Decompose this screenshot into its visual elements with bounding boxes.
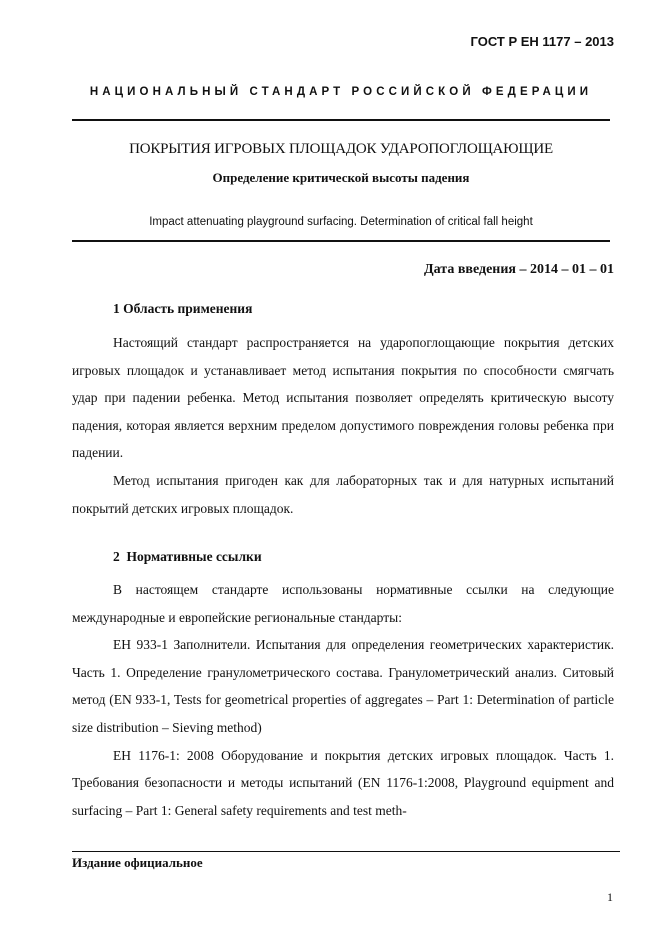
page-number: 1 xyxy=(607,890,613,904)
national-standard-banner: НАЦИОНАЛЬНЫЙ СТАНДАРТ РОССИЙСКОЙ ФЕДЕРАЦИИ xyxy=(89,86,593,98)
paragraph: В настоящем стандарте использованы нормативные ссылки на следующие международные и европейские региональные стандарты: xyxy=(72,582,614,625)
section-1-heading-wrap xyxy=(72,301,614,317)
paragraph: Метод испытания пригоден как для лабораторных так и для натурных испытаний покрытий детских игровых площадок. xyxy=(72,472,614,516)
title-divider xyxy=(72,240,610,242)
section-heading: 1 Область применения xyxy=(113,301,253,316)
official-edition-label: Издание официальное xyxy=(72,855,203,870)
section-heading: 2 Нормативные ссылки xyxy=(113,549,262,564)
english-title: Impact attenuating playground surfacing. Determination of critical fall height xyxy=(149,216,533,228)
section-2-heading-wrap xyxy=(72,549,614,565)
paragraph: Настоящий стандарт распространяется на ударопоглощающие покрытия детских игровых площадок и устанавливает метод испытания покрытия по способности смягчать удар при падении ребенка. Метод испытания позволяет определять критическую высоту падения, которая является верхним пределом допустимого повреждения головы ребенка при падении. xyxy=(72,335,614,461)
header-divider xyxy=(72,119,610,121)
paragraph: ЕН 933-1 Заполнители. Испытания для определения геометрических характеристик. Часть 1. Определение гранулометрического состава. Гранулометрический анализ. Ситовый метод (EN 933-1, Tests for geometrical properties of aggregates – Part 1: Determination of particle size distribution – Sieving method) xyxy=(72,637,614,735)
footer-divider xyxy=(72,851,620,852)
section-2-body xyxy=(72,576,614,824)
document-subtitle: Определение критической высоты падения xyxy=(212,170,470,185)
introduction-date: Дата введения – 2014 – 01 – 01 xyxy=(424,262,614,277)
document-code: ГОСТ Р ЕН 1177 – 2013 xyxy=(470,34,614,49)
document-title: ПОКРЫТИЯ ИГРОВЫХ ПЛОЩАДОК УДАРОПОГЛОЩАЮЩИЕ xyxy=(129,141,553,157)
section-1-body xyxy=(72,329,614,522)
paragraph: ЕН 1176-1: 2008 Оборудование и покрытия детских игровых площадок. Часть 1. Требования безопасности и методы испытаний (EN 1176-1:2008, Playground equipment and surfacing – Part 1: General safety requirements and test meth- xyxy=(72,747,614,818)
